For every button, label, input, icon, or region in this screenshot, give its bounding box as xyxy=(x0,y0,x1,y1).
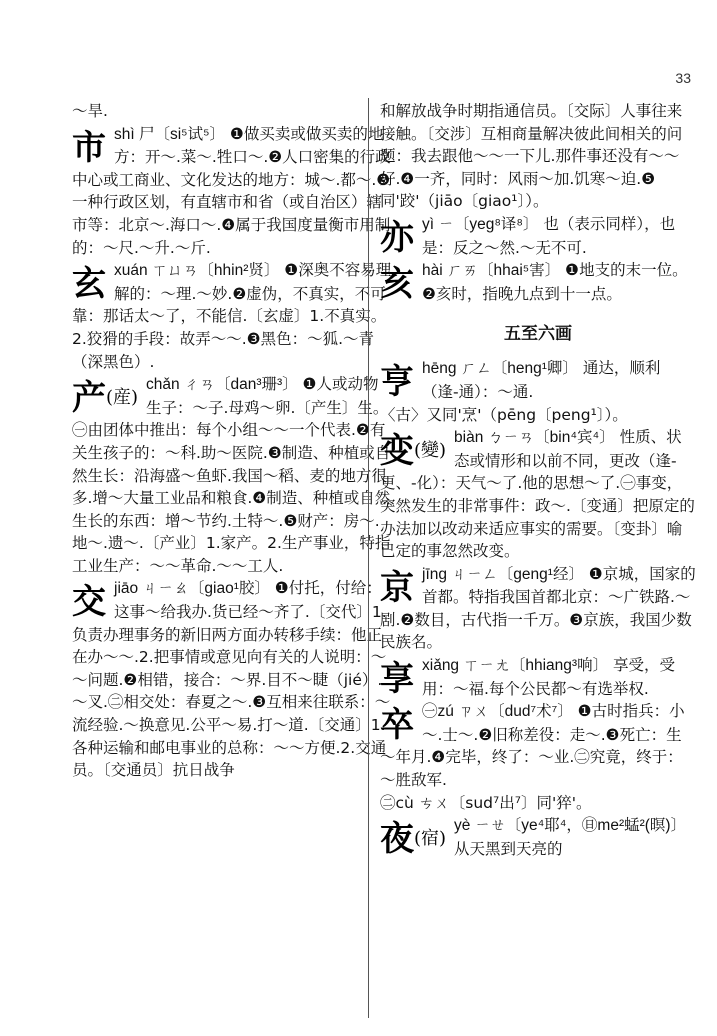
sub-definition: 〈古〉又同'烹'（pēng〔peng¹〕）。 xyxy=(380,405,628,424)
pronunciation: xuán ㄒㄩㄢ〔hhin²贤〕 xyxy=(114,262,280,280)
pronunciation: chǎn ㄔㄢ〔dan³珊³〕 xyxy=(146,376,298,394)
pronunciation: hài ㄏㄞ〔hhai⁵害〕 xyxy=(422,262,561,280)
sub-definition: ㊁cù ㄘㄨ〔sud⁷出⁷〕同'猝'。 xyxy=(380,793,592,812)
headword: 夜(宿) xyxy=(380,819,447,860)
definition: 享受，受用：～福.每个公民都～有选举权. xyxy=(422,656,676,698)
pronunciation: hēng ㄏㄥ〔heng¹卿〕 xyxy=(422,360,578,378)
dictionary-entry xyxy=(380,426,696,563)
dictionary-entry xyxy=(72,259,392,373)
pronunciation: ㊀zú ㄗㄨ〔dud⁷术⁷〕 xyxy=(422,703,573,721)
headword: 交 xyxy=(72,582,106,623)
definition: ❶做买卖或做买卖的地方：开～.菜～.牲口～.❷人口密集的行政中心或工商业、文化发达的地方：城～.都～.❸一种行政区划，有直辖市和省（或自治区）辖市等：北京～.海口～.❹属于我国度量衡市用制的：～尺.～升.～斤. xyxy=(72,124,391,257)
dictionary-entry xyxy=(380,654,696,700)
left-column xyxy=(72,100,392,1025)
pronunciation: jiāo ㄐㄧㄠ〔giao¹胶〕 xyxy=(114,580,270,598)
dictionary-entry xyxy=(380,700,696,814)
pronunciation: yè ㄧㄝ〔ye⁴耶⁴，㊐me²蜢²(暝)〕 xyxy=(454,817,687,835)
dictionary-entry xyxy=(380,814,696,860)
headword: 玄 xyxy=(72,264,106,305)
definition: ❶京城，国家的首都。特指我国首都北京：～广铁路.～剧.❷数目，古代指一千万。❸京族，我国少数民族名。 xyxy=(380,564,696,652)
headword: 市 xyxy=(72,127,106,168)
definition: 也（表示同样），也是：反之～然.～无不可. xyxy=(422,214,676,257)
pronunciation: biàn ㄅㄧㄢ〔bin⁴宾⁴〕 xyxy=(454,429,615,447)
headword: 卒 xyxy=(380,705,414,746)
section-title: 五至六画 xyxy=(504,324,572,345)
continuation-text: 和解放战争时期指通信员。〔交际〕人事往来接触。〔交涉〕互相商量解决彼此间相关的问题：我去跟他～～一下儿.那件事还没有～～好.❹一齐，同时：风雨～加.饥寒～迫.❺同'跤'（jiāo〔giao¹〕）。 xyxy=(380,102,683,211)
column-divider xyxy=(368,98,369,1018)
pronunciation: yì ㄧ〔yeg⁸译⁸〕 xyxy=(422,215,539,233)
definition: ❶深奥不容易理解的：～理.～妙.❷虚伪，不真实，不可靠：那话太～了，不能信.〔玄虚〕1.不真实。2.狡猾的手段：故弄～～.❸黑色：～狐.～青（深黑色）. xyxy=(72,261,392,371)
definition: 性质、状态或情形和以前不同，更改（逢-更、-化）：天气～了.他的思想～了.㊀事变，突然发生的非常事件：政～.〔变通〕把原定的办法加以改动来适应事实的需要。〔变卦〕喻已定的事忽然改变。 xyxy=(380,428,695,561)
pronunciation: shì 尸〔si⁵试⁵〕 xyxy=(114,125,226,143)
headword: 产(産) xyxy=(72,378,139,419)
headword: 亦 xyxy=(380,217,414,258)
definition: ❶古时指兵：小～.士～.❷旧称差役：走～.❸死亡：生～年月.❹完毕，终了：～业.㊁究竟，终于：～胜敌军. xyxy=(380,702,685,790)
right-column xyxy=(380,100,696,1025)
dictionary-entry xyxy=(380,357,696,426)
headword: 京 xyxy=(380,567,414,608)
dictionary-entry xyxy=(72,577,392,781)
definition: ❶付托，付给：这事～给我办.货已经～齐了.〔交代〕1.负责办理事务的新旧两方面办转移手续：他正在办～～.2.把事情或意见向有关的人说明：～～问题.❷相错，接合：～界.目不～睫（jié）.～叉.㊁相交处：春夏之～.❸互相来往联系：～流经验.～换意见.公平～易.打～道.〔交通〕1.各种运输和邮电事业的总称：～～方便.2.交通员。〔交通员〕抗日战争 xyxy=(72,579,391,780)
dictionary-entry xyxy=(380,259,696,305)
dictionary-entry xyxy=(72,123,392,260)
pronunciation: jīng ㄐㄧㄥ〔geng¹经〕 xyxy=(422,565,584,583)
dictionary-entry xyxy=(380,563,696,654)
headword: 变(變) xyxy=(380,431,447,472)
headword: 亨 xyxy=(380,362,414,403)
definition: ❶人或动物生子：～子.母鸡～卵.〔产生〕生。㊀由团体中推出：每个小组～～一个代表.❷有关生孩子的：～科.助～医院.❸制造、种植或自然生长：沿海盛～鱼虾.我国～稻、麦的地方很多.增～大量工业品和粮食.❹制造、种植或自然生长的东西：增～节约.土特～.❺财产：房～.地～.遗～.〔产业〕1.家产。2.生产事业，特指工业生产：～～革命.～～工人. xyxy=(72,375,391,575)
dictionary-entry xyxy=(72,373,392,577)
page-number: 33 xyxy=(675,70,691,86)
continuation-text: ～旱. xyxy=(72,102,108,120)
definition: ❶地支的末一位。❷亥时，指晚九点到十一点。 xyxy=(422,261,688,303)
definition: 从天黑到天亮的 xyxy=(454,839,563,858)
headword: 亥 xyxy=(380,264,414,305)
dictionary-entry xyxy=(380,213,696,259)
headword: 享 xyxy=(380,659,414,700)
pronunciation: xiǎng ㄒㄧㄤ〔hhiang³响〕 xyxy=(422,657,609,675)
definition: 通达，顺利（逢-通）：～通. xyxy=(422,359,661,401)
